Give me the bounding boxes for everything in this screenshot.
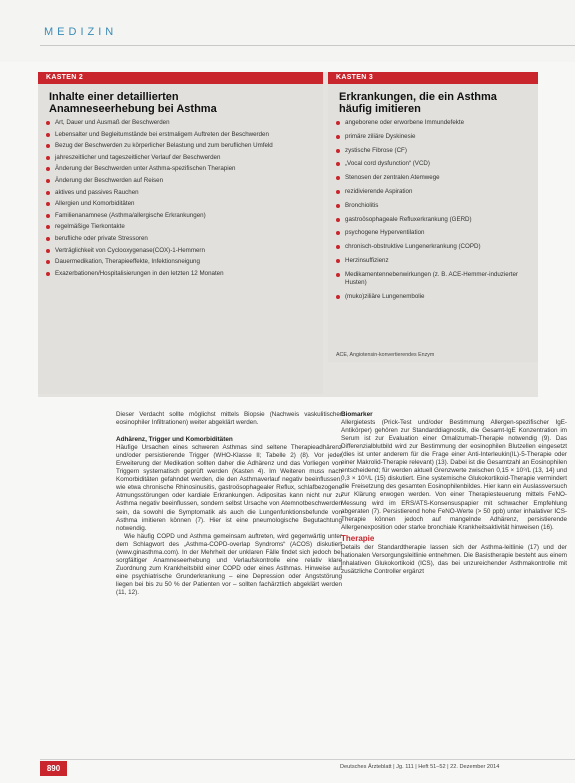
body-column-left [116,411,342,597]
kasten-3-title [328,84,538,115]
list-item: jahreszeitlicher und tageszeitlicher Verlauf der Beschwerden [46,154,323,162]
header-rule [40,45,575,46]
list-item: Verträglichkeit von Cyclooxygenase(COX)-1-Hemmern [46,247,323,255]
list-item: chronisch-obstruktive Lungenerkrankung (COPD) [336,243,538,251]
list-item: „Vocal cord dysfunction“ (VCD) [336,160,538,168]
list-item: aktives und passives Rauchen [46,189,323,197]
page-number: 890 [40,761,67,776]
journal-footer: Deutsches Ärzteblatt | Jg. 111 | Heft 51–52 | 22. Dezember 2014 [340,764,500,770]
kasten-2 [38,72,323,394]
kasten-2-title-line2: Anamneseerhebung bei Asthma [49,103,217,115]
list-item: Herzinsuffizienz [336,257,538,265]
kasten-3 [328,72,538,362]
heading-therapie: Therapie [341,533,375,543]
subheading-adherence: Adhärenz, Trigger und Komorbiditäten [116,436,233,444]
body-paragraph: Allergietests (Prick-Test und/oder Bestimmung Allergen-spezifischer IgE-Antikörper) gehören zur Standarddiagnostik, die Gesamt-IgE Konzentration im Serum ist zur Evaluation einer Omalizumab-Therapie notwendig (9). Das Differenzialblutbild wird zur Bestimmung der eosinophilen Blutzellen eingesetzt (dies ist unter anderem für die Frage einer Anti-Interleukin(IL)-5-Therapie oder einer Makrolid-Therapie relevant) (13). Dabei ist die Gesamtzahl an Eosinophilen entscheidend; für werden aktuell Grenzwerte zwischen 0,15 × 10⁹/L (13, 14) und 0,3 × 10⁹/L (15) diskutiert. Eine systemische Glukokortikoid-Therapie vermindert die Freisetzung des gesamten Eosinophilenbildes. Hier kann ein Auslassversuch zur Klärung erwogen werden. Von einer Therapiesteuerung mittels FeNO-Messung wird im ERS/ATS-Konsensuspapier mit schwacher Empfehlung abgeraten (7). Persistierend hohe FeNO-Werte (> 50 ppb) unter inhalativer ICS-Therapie können jedoch auf mangelnde Adhärenz, persistierende Allergenexposition oder starke bronchiale Krankheitsaktivität hinweisen (16). [341,419,567,531]
info-boxes [38,72,538,397]
body-intro: Dieser Verdacht sollte möglichst mittels Biopsie (Nachweis vaskulitischer eosinophiler Infiltrationen) weiter abgeklärt werden. [116,411,342,427]
list-item: Änderung der Beschwerden unter Asthma-spezifischen Therapien [46,165,323,173]
footer-rule [40,759,575,760]
list-item: Bronchiolitis [336,202,538,210]
list-item: Medikamentennebenwirkungen (z. B. ACE-Hemmer-induzierter Husten) [336,271,538,287]
page-header [0,0,575,62]
list-item: Stenosen der zentralen Atemwege [336,174,538,182]
list-item: Änderung der Beschwerden auf Reisen [46,177,323,185]
kasten-2-list [38,119,323,278]
body-paragraph: Wie häufig COPD und Asthma gemeinsam auftreten, wird gegenwärtig unter dem Schlagwort des „Asthma-COPD-overlap Syndroms“ (ACOS) diskutiert (www.ginasthma.com). In der Mehrheit der unklaren Fälle findet sich jedoch bei sorgfältiger Anamneseerhebung und Verlaufskontrolle eine relativ klare Zuordnung zum Krankheitsbild einer COPD oder eines Asthmas. Hinweise auf eine psychiatrische Grunderkrankung – eine Depression oder Angststörung liegen bei bis zu 50 % der Patienten vor – sollten fachärztlich abgeklärt werden (11, 12). [116,532,342,596]
list-item: (muko)ziliäre Lungenembolie [336,293,538,301]
list-item: Exazerbationen/Hospitalisierungen in den letzten 12 Monaten [46,270,323,278]
list-item: berufliche oder private Stressoren [46,235,323,243]
list-item: Art, Dauer und Ausmaß der Beschwerden [46,119,323,127]
body-column-right [341,411,567,576]
list-item: gastroösophageale Refluxerkrankung (GERD) [336,216,538,224]
list-item: Bezug der Beschwerden zu körperlicher Belastung und zum beruflichen Umfeld [46,142,323,150]
list-item: rezidivierende Aspiration [336,188,538,196]
kasten-3-label: KASTEN 3 [328,72,538,84]
list-item: primäre ziliäre Dyskinesie [336,133,538,141]
body-paragraph: Details der Standardtherapie lassen sich der Asthma-leitlinie (17) und der nationalen Versorgungsleitlinie entnehmen. Die Basistherapie besteht aus einem inhalativen Glukokortikoid (ICS), das bei unzureichender Asthmakontrolle mit zusätzliche Controller ergänzt [341,543,567,575]
list-item: angeborene oder erworbene Immundefekte [336,119,538,127]
kasten-3-list [328,119,538,301]
list-item: regelmäßige Tierkontakte [46,223,323,231]
list-item: Dauermedikation, Therapieeffekte, Infektionsneigung [46,258,323,266]
list-item: Familienanamnese (Asthma/allergische Erkrankungen) [46,212,323,220]
kasten-2-label: KASTEN 2 [38,72,323,84]
kasten-3-title-line2: häufig imitieren [339,103,421,115]
kasten-3-title-line1: Erkrankungen, die ein Asthma [339,91,497,103]
section-label: MEDIZIN [44,26,118,38]
list-item: psychogene Hyperventilation [336,229,538,237]
subheading-biomarker: Biomarker [341,411,373,418]
kasten-2-title-line1: Inhalte einer detaillierten [49,91,179,103]
list-item: zystische Fibrose (CF) [336,147,538,155]
list-item: Lebensalter und Begleitumstände bei erstmaligem Auftreten der Beschwerden [46,131,323,139]
kasten-2-title [38,84,323,115]
body-paragraph: Häufige Ursachen eines schweren Asthmas sind seltene Therapieadhärenz und/oder persistierende Trigger (WHO-Klasse II; Tabelle 2) (8). Vor jeder Erweiterung der Medikation sollten daher die Adhärenz und das Vorliegen von Triggern systematisch geprüft werden (Kasten 4). Im Weiteren muss nach Komorbiditäten gefahndet werden, die den Asthmaverlauf negativ beeinflussen, wie etwa chronische Rhinosinusitis, gastroösophagealer Reflux, schlafbezogene Atmungsstörungen oder kardiale Erkrankungen. Adipositas kann nicht nur zu Asthma negativ beeinflussen, sondern selbst Ursache von Atemnotbeschwerden sein, da sowohl die Symptomatik als auch die Lungenfunktionsbefunde von Asthma imitieren können (7). Hier ist eine pneumologische Begutachtung notwendig. [116,444,342,532]
list-item: Allergien und Komorbiditäten [46,200,323,208]
kasten-3-footnote: ACE, Angiotensin-konvertierendes Enzym [336,352,435,358]
